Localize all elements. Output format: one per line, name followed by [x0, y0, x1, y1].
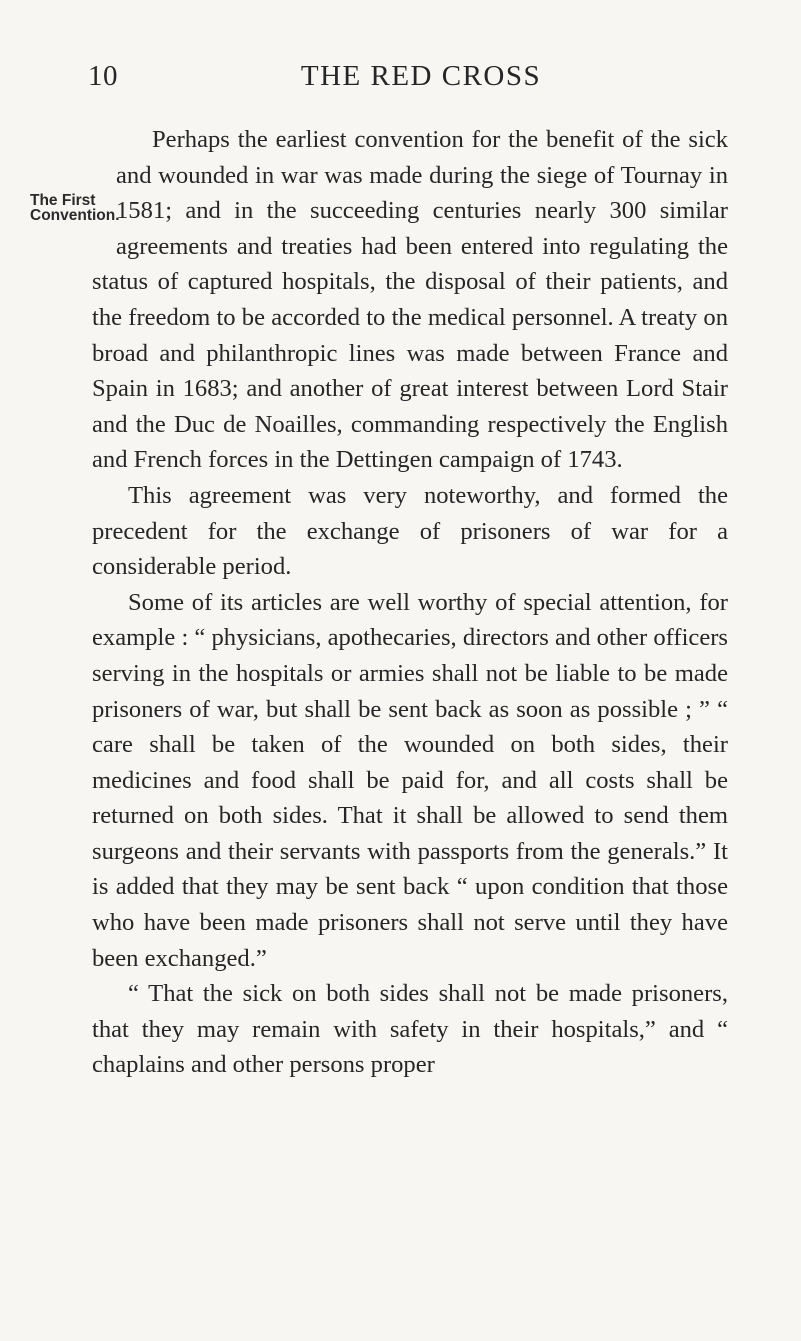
body-text	[30, 122, 729, 1083]
page-number: 10	[88, 60, 118, 92]
margin-note-line-2: Convention.	[30, 207, 120, 224]
paragraph-3: Some of its articles are well worthy of special attention, for example : “ physicians, apothecaries, directors and other officers serving in the hospitals or armies shall not be liable to be made prisoners of war, but shall be sent back as soon as possible ; ” “ care shall be taken of the wounded on both sides, their medicines and food shall be paid for, and all costs shall be returned on both sides. That it shall be allowed to send them surgeons and their servants with passports from the generals.” It is added that they may be sent back “ upon condition that those who have been made prisoners shall not serve until they have been exchanged.”	[92, 588, 729, 972]
paragraph-2: This agreement was very noteworthy, and formed the precedent for the exchange of prisoners of war for a considerable period.	[92, 481, 728, 581]
margin-note	[30, 122, 120, 229]
running-title: THE RED CROSS	[300, 60, 542, 92]
paragraph-4: “ That the sick on both sides shall not be made prisoners, that they may remain with safety in their hospitals,” and “ chaplains and other persons proper	[92, 980, 728, 1079]
paragraph-first-convention	[30, 122, 728, 478]
page-header	[88, 60, 728, 104]
margin-note-line-1: The First	[30, 192, 96, 209]
paragraph-1-text: Perhaps the earliest convention for the benefit of the sick and wounded in war was made during the siege of Tournay in 1581; and in the succeeding centuries nearly 300 similar agreements and treaties had been entered into regulating the status of captured hospitals, the disposal of their patients, and the freedom to be accorded to the medical personnel. A treaty on broad and philanthropic lines was made between France and Spain in 1683; and another of great interest between Lord Stair and the Duc de Noailles, commanding respectively the English and French forces in the Dettingen campaign of 1743.	[92, 126, 728, 474]
